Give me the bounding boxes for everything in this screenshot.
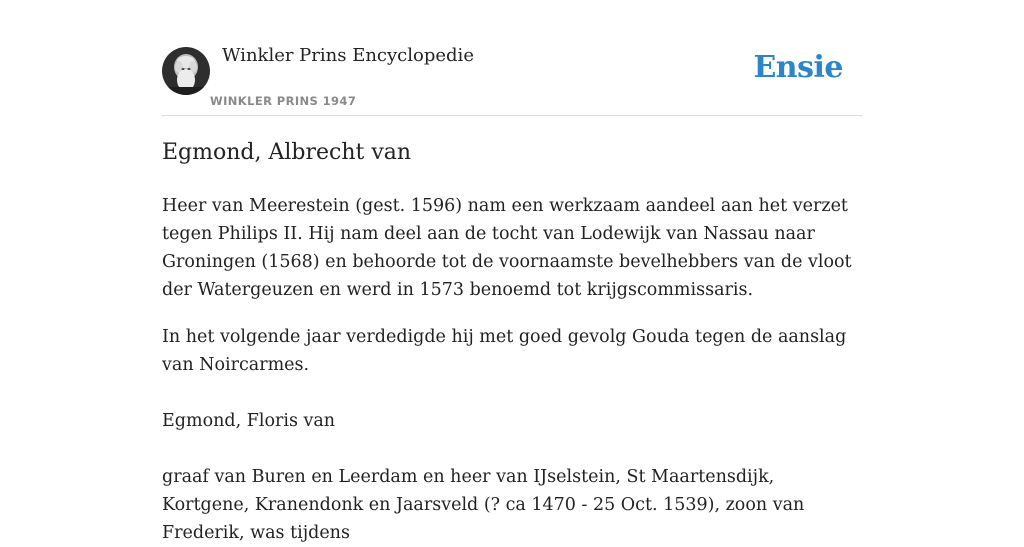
source-title[interactable]: Winkler Prins Encyclopedie <box>222 45 474 66</box>
ensie-logo[interactable]: Ensie <box>753 50 843 85</box>
entry-title: Egmond, Albrecht van <box>162 140 412 165</box>
entry-paragraph: graaf van Buren en Leerdam en heer van IJselstein, St Maartensdijk, Kortgene, Kranendonk en Jaarsveld (? ca 1470 - 25 Oct. 1539), zoon van Frederik, was tijdens <box>162 467 805 543</box>
portrait-avatar-icon[interactable] <box>162 47 210 95</box>
sub-entry-title: Egmond, Floris van <box>162 411 336 431</box>
entry-paragraph: In het volgende jaar verdedigde hij met goed gevolg Gouda tegen de aanslag van Noircarmes. <box>162 327 847 375</box>
page <box>162 0 862 543</box>
header <box>162 0 862 116</box>
entry-paragraph: Heer van Meerestein (gest. 1596) nam een werkzaam aandeel aan het verzet tegen Philips II. Hij nam deel aan de tocht van Lodewijk van Nassau naar Groningen (1568) en behoorde tot de voornaamste bevelhebbers van de vloot der Watergeuzen en werd in 1573 benoemd tot krijgscommissaris. <box>162 196 852 300</box>
portrait-avatar-graphic <box>162 47 210 95</box>
source-subtitle[interactable]: WINKLER PRINS 1947 <box>210 94 357 108</box>
